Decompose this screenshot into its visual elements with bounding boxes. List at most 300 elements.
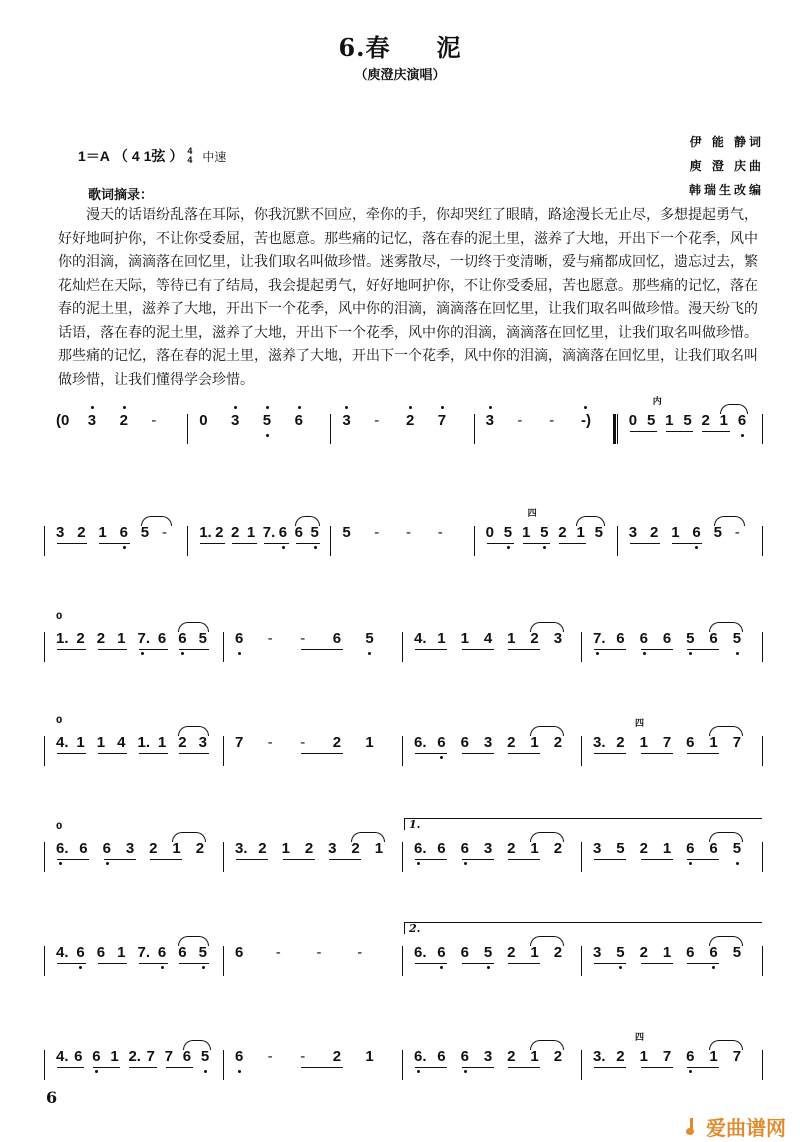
beam (630, 431, 657, 432)
score-line (48, 1033, 764, 1096)
dash-note: - (406, 524, 411, 541)
bar-line (187, 414, 188, 444)
fingering-mark: 四 (635, 719, 645, 729)
bar-line (402, 736, 403, 766)
beam (702, 431, 729, 432)
note: 5 (713, 524, 722, 541)
slur (178, 936, 208, 946)
octave-dot (464, 1070, 467, 1073)
note: 1 (98, 524, 107, 541)
note: 7 (164, 1048, 173, 1065)
note: 1. (137, 734, 151, 751)
note: 2 (553, 944, 563, 961)
note: 0 (199, 412, 208, 429)
note: 2 (616, 734, 625, 751)
octave-dot (712, 966, 715, 969)
beam (301, 753, 343, 754)
score-line (48, 818, 764, 888)
note: 2. (128, 1048, 141, 1065)
note: 7 (732, 734, 742, 751)
note: 3 (483, 840, 493, 857)
dash-note: - (517, 412, 523, 429)
beam (508, 753, 540, 754)
note: 6. (414, 840, 427, 857)
dash-note: - (374, 412, 380, 429)
octave-dot (741, 434, 744, 437)
note: 6 (686, 944, 695, 961)
note: 2 (639, 944, 648, 961)
octave-dot (282, 546, 285, 549)
octave-dot (507, 546, 510, 549)
song-title (0, 28, 800, 63)
note: 2 (332, 734, 342, 751)
beam (594, 859, 626, 860)
score-line (48, 397, 764, 460)
octave-dot (409, 406, 412, 409)
note: 2 (77, 524, 86, 541)
bar-line (402, 946, 403, 976)
note: 2 (553, 840, 563, 857)
beam (57, 963, 86, 964)
octave-dot (204, 1070, 207, 1073)
dash-note: - (437, 524, 443, 541)
note: 1. (199, 524, 212, 541)
octave-dot (234, 406, 237, 409)
note: 1 (719, 412, 728, 429)
note: 2 (507, 1048, 516, 1065)
note: 2 (530, 630, 539, 647)
note: 2 (215, 524, 224, 541)
note: 5 (365, 630, 374, 647)
slur (709, 832, 742, 842)
note: 0 (485, 524, 494, 541)
bar-line (330, 414, 331, 444)
beam (150, 859, 182, 860)
note: 1 (437, 630, 446, 647)
note: 7. (137, 944, 151, 961)
octave-dot (643, 652, 646, 655)
beam (98, 649, 127, 650)
score-line (48, 509, 764, 572)
beam (104, 859, 136, 860)
slur (141, 516, 172, 526)
beam (179, 963, 208, 964)
note: 6 (278, 524, 288, 541)
note: 5 (198, 630, 207, 647)
note: 3 (628, 524, 638, 541)
note: 2 (76, 630, 85, 647)
beam (264, 543, 289, 544)
note: 6 (686, 734, 695, 751)
note: 1 (639, 734, 648, 751)
bar-line (581, 632, 582, 662)
slur (530, 936, 563, 946)
tuning-close: ） (169, 148, 184, 164)
beam (508, 1067, 540, 1068)
bar-line (617, 526, 618, 556)
bar-line (581, 736, 582, 766)
note: 6 (102, 840, 111, 857)
site-name: 爱曲谱网 (706, 1116, 786, 1140)
song-number: 6. (338, 33, 366, 62)
fingering-mark: 0 (56, 612, 63, 622)
note: 7. (593, 630, 606, 647)
note: 6 (639, 630, 648, 647)
beam (200, 543, 225, 544)
time-signature (187, 147, 192, 165)
note: 1 (96, 734, 106, 751)
beam (415, 649, 447, 650)
bar-line (581, 946, 582, 976)
slur (530, 832, 563, 842)
dash-note: - (374, 524, 380, 541)
bar-line (402, 1050, 403, 1080)
dash-note: - (267, 1048, 273, 1065)
note: 3 (483, 734, 493, 751)
note: 7 (662, 1048, 672, 1065)
beam (99, 543, 129, 544)
octave-dot (596, 652, 599, 655)
note: 2 (332, 1048, 342, 1065)
site-watermark (686, 1112, 786, 1141)
beam (487, 543, 514, 544)
tuning-open: （ (113, 148, 128, 164)
beam (415, 859, 447, 860)
beam (594, 1067, 626, 1068)
bar-line (44, 946, 45, 976)
slur (709, 726, 742, 736)
dash-note: - (275, 944, 281, 961)
beam (301, 1067, 343, 1068)
dash-note: - (734, 524, 740, 541)
note: 2 (149, 840, 158, 857)
slur (530, 622, 563, 632)
composer-credit: 庾 澄 庆曲 (689, 159, 764, 173)
beam (641, 753, 673, 754)
page-number: 6 (46, 1088, 58, 1107)
note: 1 (521, 524, 531, 541)
beam (98, 963, 127, 964)
note: 2 (553, 734, 563, 751)
note: 7 (146, 1048, 155, 1065)
note: 7. (262, 524, 276, 541)
note: 1 (530, 734, 539, 751)
beam (301, 649, 343, 650)
key-sig: 1＝A (78, 148, 110, 164)
bar-line (581, 1050, 582, 1080)
octave-dot (95, 1070, 98, 1073)
note: 3 (342, 412, 351, 429)
bar-line (44, 736, 45, 766)
beam (139, 963, 168, 964)
note: 5 (310, 524, 319, 541)
octave-dot (202, 966, 205, 969)
octave-dot (123, 406, 126, 409)
octave-dot (619, 966, 622, 969)
bar-line (762, 526, 763, 556)
note: 3. (593, 734, 606, 751)
octave-dot (689, 652, 692, 655)
beam (630, 543, 660, 544)
note: 2 (553, 1048, 563, 1065)
note: 1 (117, 630, 126, 647)
beam (559, 543, 586, 544)
octave-dot (181, 652, 184, 655)
beam (415, 1067, 447, 1068)
note: 4 (483, 630, 493, 647)
beam (462, 859, 494, 860)
octave-dot (238, 652, 241, 655)
octave-dot (543, 546, 546, 549)
dash-note: - (549, 412, 555, 429)
note: 6 (157, 630, 167, 647)
octave-dot (79, 966, 82, 969)
dash-note: - (300, 1048, 306, 1065)
note: 5 (686, 630, 695, 647)
slur (295, 516, 321, 526)
note: 2 (558, 524, 567, 541)
fingering-mark: 四 (635, 1033, 645, 1043)
octave-dot (736, 652, 739, 655)
octave-dot (91, 406, 94, 409)
repeat-bar (613, 414, 616, 444)
lyrics-heading: 歌词摘录： (88, 188, 154, 203)
note: 2 (650, 524, 659, 541)
note: 6 (616, 630, 625, 647)
note: 4. (56, 1048, 69, 1065)
beam (166, 1067, 193, 1068)
note: 2 (616, 1048, 625, 1065)
note: 1 (671, 524, 680, 541)
note: 1 (530, 1048, 539, 1065)
note: 1 (110, 1048, 119, 1065)
note: 6 (692, 524, 701, 541)
score-line (48, 612, 764, 678)
octave-dot (489, 406, 492, 409)
dash-note: - (300, 734, 306, 751)
note: 2 (304, 840, 314, 857)
note: 1 (507, 630, 516, 647)
octave-dot (440, 756, 443, 759)
note: 3 (328, 840, 337, 857)
bar-line (223, 946, 224, 976)
score-line (48, 922, 764, 992)
beam (641, 1067, 673, 1068)
note: 7 (732, 1048, 742, 1065)
note: 6. (56, 840, 69, 857)
note: 5 (503, 524, 513, 541)
dash-note: - (267, 734, 273, 751)
note: 2 (701, 412, 710, 429)
note: 6. (414, 734, 427, 751)
note: 6 (178, 630, 187, 647)
slur (530, 726, 563, 736)
note: 1 (709, 1048, 718, 1065)
beam (641, 649, 673, 650)
note: 6 (437, 734, 446, 751)
fingering-mark: 0 (56, 822, 63, 832)
note: 3 (125, 840, 135, 857)
note: 3 (87, 412, 97, 429)
note: 3. (235, 840, 248, 857)
note: 5 (732, 840, 742, 857)
note: 6 (709, 630, 718, 647)
note: 6 (709, 944, 718, 961)
octave-dot (487, 966, 490, 969)
note: 4 (117, 734, 126, 751)
octave-dot (440, 966, 443, 969)
beam (687, 1067, 719, 1068)
note: 2 (119, 412, 128, 429)
note: 6 (737, 412, 747, 429)
note: 7 (235, 734, 244, 751)
note: 2 (178, 734, 187, 751)
beam (641, 859, 673, 860)
bar-line (581, 842, 582, 872)
beam (594, 963, 626, 964)
beam (283, 859, 315, 860)
octave-dot (298, 406, 301, 409)
bar-line (474, 414, 475, 444)
note: 6 (686, 1048, 695, 1065)
beam (139, 649, 168, 650)
music-note-icon (686, 1118, 702, 1136)
note: 1 (530, 944, 539, 961)
note: 6 (460, 1048, 469, 1065)
note: 1 (281, 840, 290, 857)
bar-line (187, 526, 188, 556)
dash-note: - (316, 944, 322, 961)
note: 2 (351, 840, 360, 857)
note: 1 (157, 734, 167, 751)
time-top: 4 (187, 146, 193, 156)
note: 5 (198, 944, 207, 961)
note: 6 (235, 944, 244, 961)
beam (179, 753, 208, 754)
note: 2 (195, 840, 205, 857)
beam (139, 753, 168, 754)
note: 2 (258, 840, 267, 857)
dash-note: - (300, 630, 306, 647)
beam (687, 859, 719, 860)
note: 1 (639, 1048, 648, 1065)
slur (720, 404, 748, 414)
note: 6 (294, 412, 303, 429)
beam (415, 753, 447, 754)
note: 3. (593, 1048, 606, 1065)
dash-note: - (151, 412, 157, 429)
note: 2 (231, 524, 240, 541)
slur (351, 832, 384, 842)
note: 2 (507, 734, 516, 751)
note: 5 (683, 412, 692, 429)
octave-dot (695, 546, 698, 549)
time-bottom: 4 (187, 155, 193, 165)
fingering-mark: 0 (56, 716, 63, 726)
beam (57, 859, 89, 860)
note: 6 (182, 1048, 192, 1065)
note: 0 (628, 412, 638, 429)
octave-dot (368, 652, 371, 655)
note: 6 (686, 840, 695, 857)
beam (523, 543, 550, 544)
note: 1 (709, 734, 718, 751)
note: 1 (662, 944, 672, 961)
bar-line (330, 526, 331, 556)
credits-block (689, 130, 764, 202)
note: 6. (414, 1048, 427, 1065)
note: 4. (414, 630, 427, 647)
note: 3 (483, 1048, 493, 1065)
octave-dot (417, 1070, 420, 1073)
beam (57, 543, 87, 544)
note: 4. (56, 944, 69, 961)
octave-dot (689, 1070, 692, 1073)
bar-line (617, 414, 618, 444)
note: 1 (246, 524, 256, 541)
slur (709, 622, 742, 632)
note: 6 (157, 944, 167, 961)
dash-note: - (267, 630, 273, 647)
score-line (48, 716, 764, 782)
note: -) (581, 412, 591, 429)
beam (329, 859, 361, 860)
octave-dot (266, 406, 269, 409)
beam (687, 963, 719, 964)
beam (594, 753, 626, 754)
beam (672, 543, 702, 544)
beam (98, 753, 127, 754)
note: 6 (235, 1048, 244, 1065)
slur (576, 516, 604, 526)
beam (462, 649, 494, 650)
octave-dot (345, 406, 348, 409)
beam (687, 753, 719, 754)
note: 6 (79, 840, 88, 857)
volta-bracket: 2. (404, 922, 762, 934)
lyricist-credit: 伊 能 静词 (689, 135, 764, 149)
beam (462, 753, 494, 754)
octave-dot (161, 966, 164, 969)
key-signature (78, 146, 226, 166)
note: 6. (414, 944, 427, 961)
octave-dot (417, 862, 420, 865)
note: 5 (262, 412, 272, 429)
note: (0 (56, 412, 70, 429)
lyrics-excerpt (58, 204, 758, 392)
bar-line (223, 736, 224, 766)
beam (462, 1067, 494, 1068)
note: 5 (200, 1048, 210, 1065)
note: 1 (365, 1048, 374, 1065)
octave-dot (464, 862, 467, 865)
note: 1 (662, 840, 672, 857)
note: 1 (460, 630, 469, 647)
beam (687, 649, 719, 650)
note: 3 (553, 630, 563, 647)
beam (57, 1067, 84, 1068)
beam (232, 543, 257, 544)
bar-line (223, 632, 224, 662)
note: 5 (594, 524, 603, 541)
bar-line (402, 632, 403, 662)
note: 7. (137, 630, 151, 647)
note: 1 (172, 840, 181, 857)
lyrics-text: 漫天的话语纷乱落在耳际，你我沉默不回应，牵你的手，你却哭红了眼睛，路途漫长无止尽，多想提起勇气，好好地呵护你，不让你受委屈，苦也愿意。那些痛的记忆，落在春的泥土里，滋养了大地，开出下一个花季，风中你的泪滴，滴滴落在回忆里，让我们取名叫做珍惜。迷雾散尽，一切终于变清晰，爱与痛都成回忆，遗忘过去，繁花灿烂在天际，等待已有了结局，我会提起勇气，好好地呵护你，不让你受委屈，苦也愿意。那些痛的记忆，落在春的泥土里，滋养了大地，开出下一个花季，风中你的泪滴，滴滴落在回忆里，让我们取名叫做珍惜。漫天纷飞的话语，落在春的泥土里，滋养了大地，开出下一个花季，风中你的泪滴，滴滴落在回忆里，让我们取名叫做珍惜。那些痛的记忆，落在春的泥土里，滋养了大地，开出下一个花季，风中你的泪滴，滴滴落在回忆里，让我们取名叫做珍惜，让我们懂得学会珍惜。 (58, 207, 758, 388)
fingering-mark: 内 (652, 397, 662, 407)
octave-dot (123, 546, 126, 549)
beam (57, 649, 86, 650)
